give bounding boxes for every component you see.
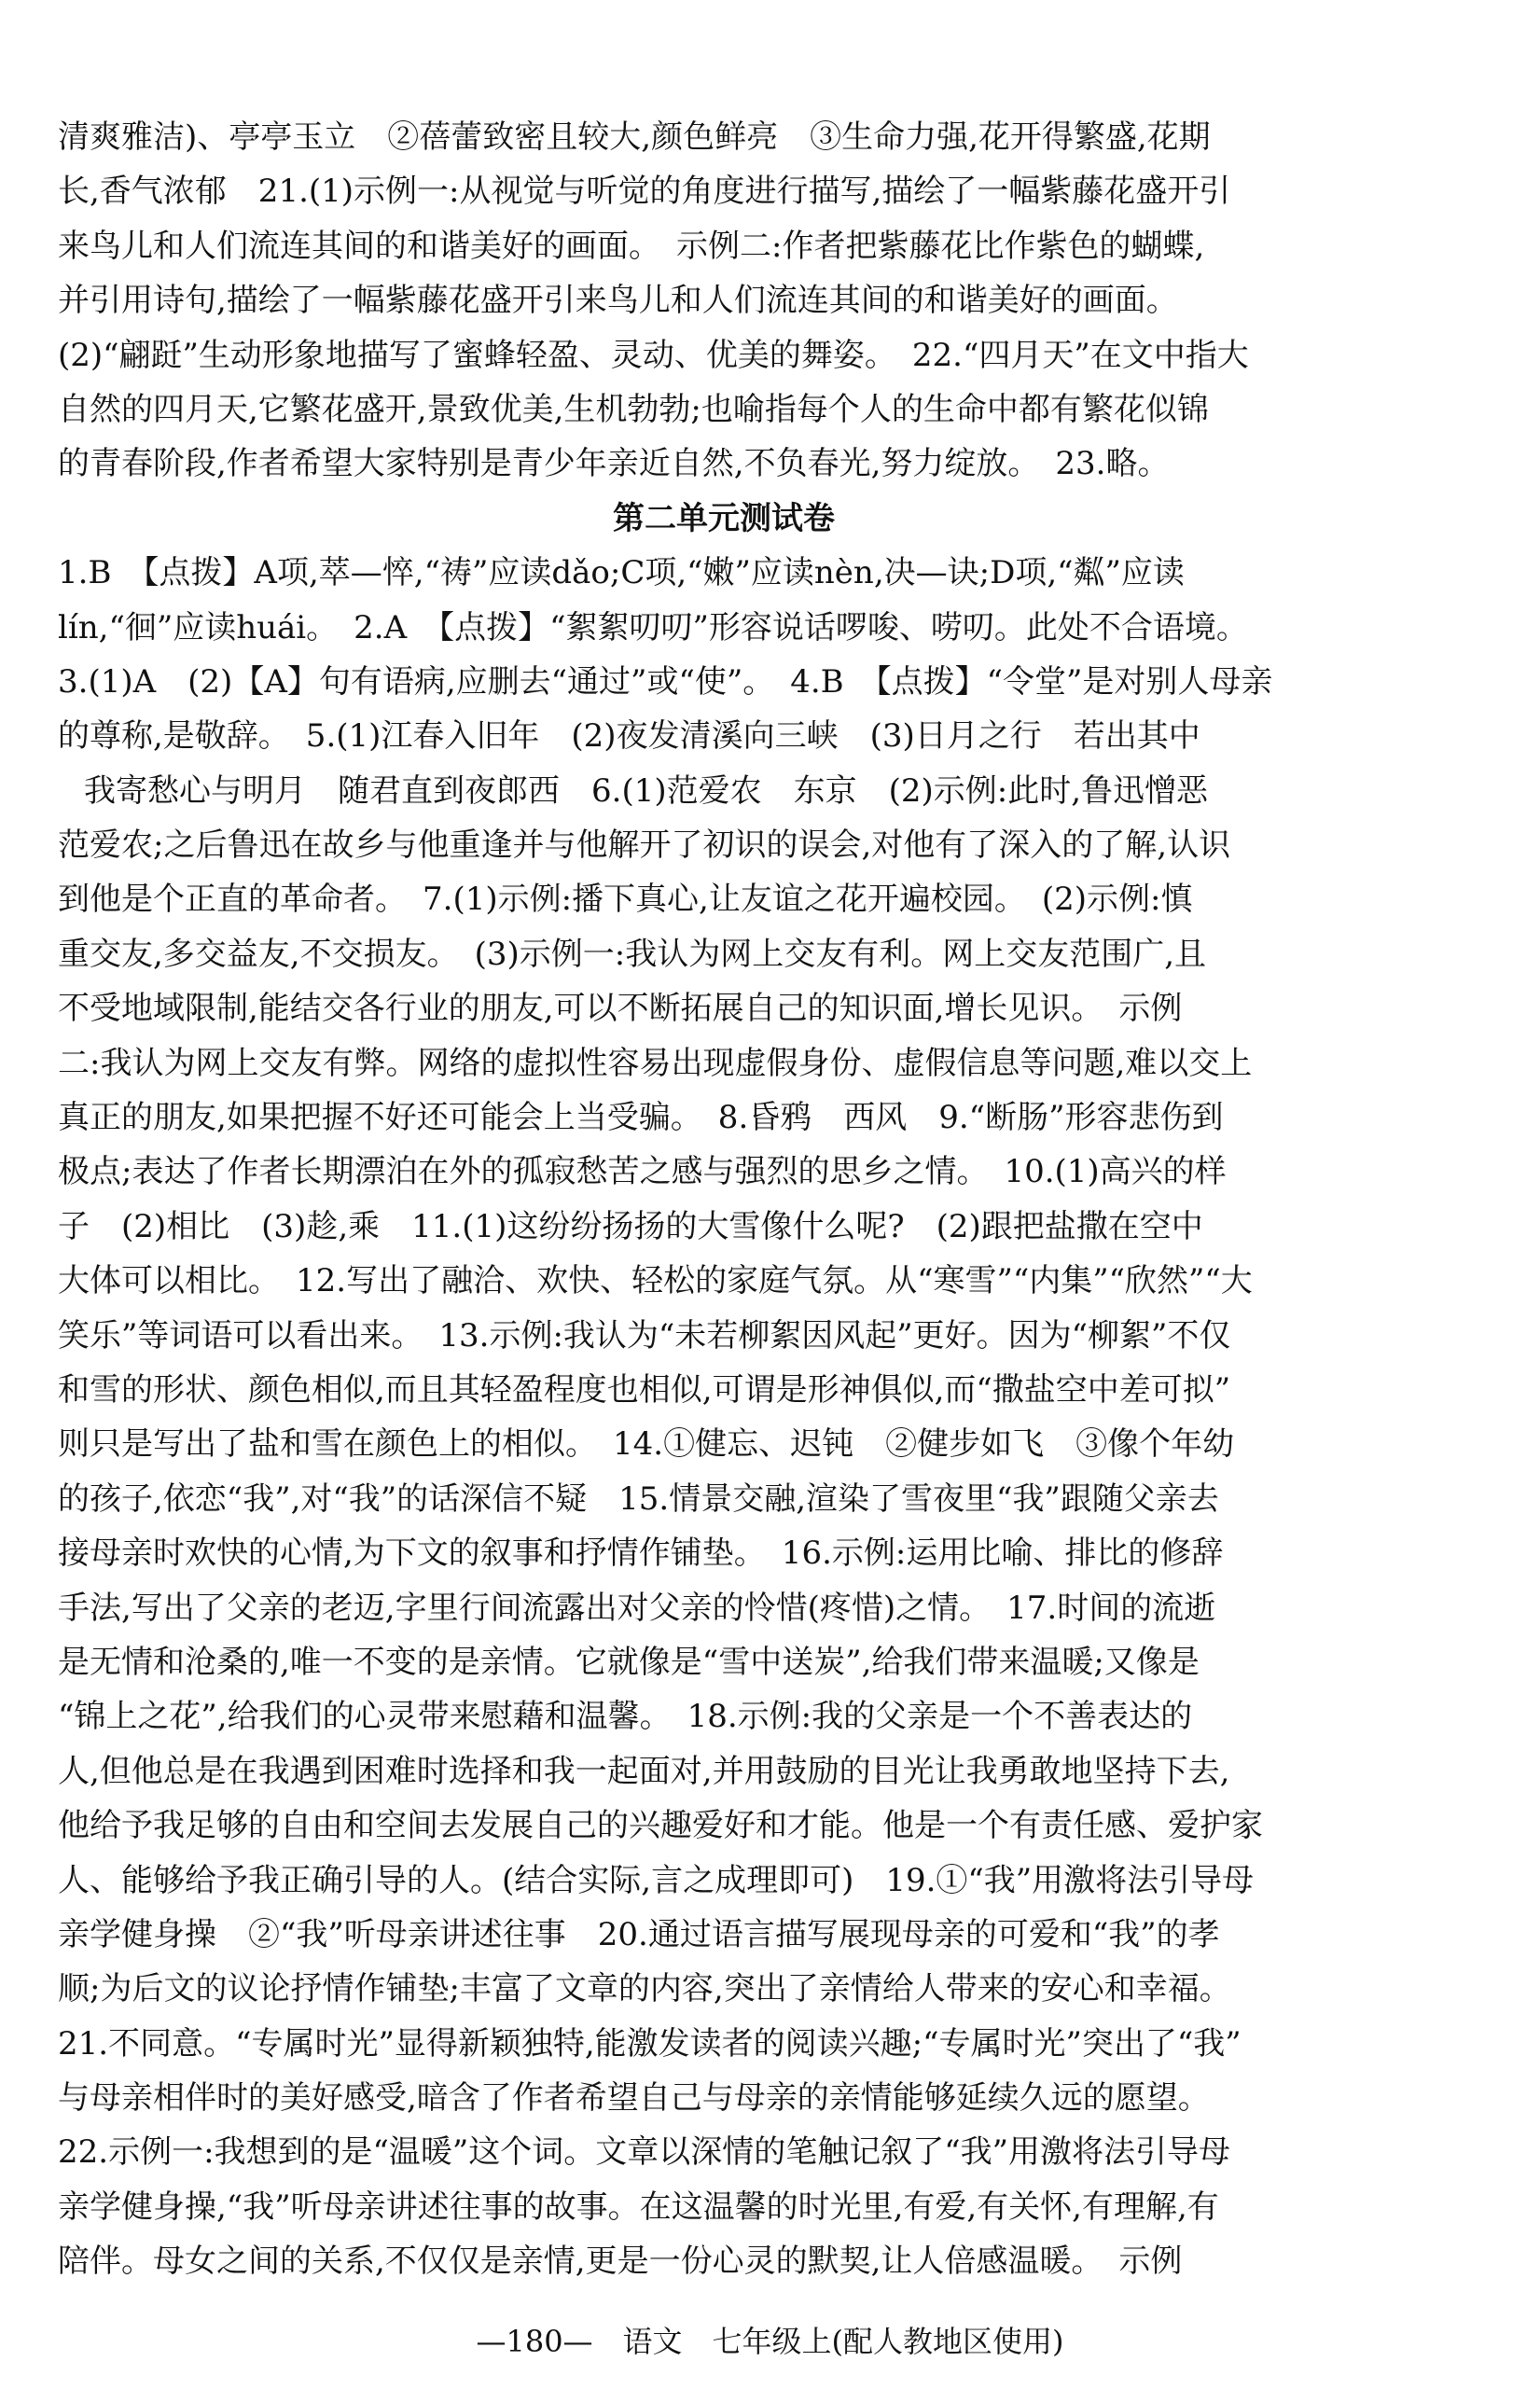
text-line: 范爱农;之后鲁迅在故乡与他重逢并与他解开了初识的误会,对他有了深入的了解,认识 [58,826,1231,865]
text-line: (2)“翩跹”生动形象地描写了蜜蜂轻盈、灵动、优美的舞姿。 22.“四月天”在文中指大 [58,336,1249,374]
text-line: 不受地域限制,能结交各行业的朋友,可以不断拓展自己的知识面,增长见识。 示例 [58,990,1183,1028]
text-line: 陪伴。母女之间的关系,不仅仅是亲情,更是一份心灵的默契,让人倍感温暖。 示例 [58,2243,1183,2281]
text-line: 手法,写出了父亲的老迈,字里行间流露出对父亲的怜惜(疼惜)之情。 17.时间的流逝 [58,1589,1216,1627]
text-line: 到他是个正直的革命者。 7.(1)示例:播下真心,让友谊之花开遍校园。 (2)示例:慎 [58,881,1193,919]
text-line: 二:我认为网上交友有弊。网络的虚拟性容易出现虚假身份、虚假信息等问题,难以交上 [58,1044,1253,1082]
text-line: 长,香气浓郁 21.(1)示例一:从视觉与听觉的角度进行描写,描绘了一幅紫藤花盛开引 [58,173,1231,211]
text-line: 亲学健身操 ②“我”听母亲讲述往事 20.通过语言描写展现母亲的可爱和“我”的孝 [58,1915,1220,1953]
text-line: 3.(1)A (2)【A】句有语病,应删去“通过”或“使”。 4.B 【点拨】“令堂”是对别人母亲 [58,662,1273,701]
text-line: 重交友,多交益友,不交损友。 (3)示例一:我认为网上交友有利。网上交友范围广,且 [58,935,1207,973]
text-line: 真正的朋友,如果把握不好还可能会上当受骗。 8.昏鸦 西风 9.“断肠”形容悲伤到 [58,1099,1224,1137]
text-line: 的孩子,依恋“我”,对“我”的话深信不疑 15.情景交融,渲染了雪夜里“我”跟随父亲去 [58,1479,1219,1518]
section-heading: 第二单元测试卷 [613,499,835,537]
text-line: 和雪的形状、颜色相似,而且其轻盈程度也相似,可谓是形神俱似,而“撒盐空中差可拟” [58,1370,1231,1409]
text-line: 顺;为后文的议论抒情作铺垫;丰富了文章的内容,突出了亲情给人带来的安心和幸福。 [58,1970,1231,2008]
text-line: 子 (2)相比 (3)趁,乘 11.(1)这纷纷扬扬的大雪像什么呢? (2)跟把盐撒在空中 [58,1207,1203,1245]
text-line: 极点;表达了作者长期漂泊在外的孤寂愁苦之感与强烈的思乡之情。 10.(1)高兴的样 [58,1153,1227,1191]
text-line: 人,但他总是在我遇到困难时选择和我一起面对,并用鼓励的目光让我勇敢地坚持下去, [58,1752,1230,1790]
text-line: 并引用诗句,描绘了一幅紫藤花盛开引来鸟儿和人们流连其间的和谐美好的画面。 [58,282,1178,320]
text-line: 的青春阶段,作者希望大家特别是青少年亲近自然,不负春光,努力绽放。 23.略。 [58,445,1170,483]
text-line: 大体可以相比。 12.写出了融洽、欢快、轻松的家庭气氛。从“寒雪”“内集”“欣然”“大 [58,1262,1253,1300]
text-line: 我寄愁心与明月 随君直到夜郎西 6.(1)范爱农 东京 (2)示例:此时,鲁迅憎恶 [84,771,1209,810]
text-line: 22.示例一:我想到的是“温暖”这个词。文章以深情的笔触记叙了“我”用激将法引导母 [58,2133,1231,2172]
text-line: 则只是写出了盐和雪在颜色上的相似。 14.①健忘、迟钝 ②健步如飞 ③像个年幼 [58,1425,1235,1464]
text-line: 1.B 【点拨】A项,萃—悴,“祷”应读dǎo;C项,“嫩”应读nèn,决—诀;D项,“粼”应读 [58,554,1185,592]
text-line: 来鸟儿和人们流连其间的和谐美好的画面。 示例二:作者把紫藤花比作紫色的蝴蝶, [58,227,1205,265]
text-line: 清爽雅洁)、亭亭玉立 ②蓓蕾致密且较大,颜色鲜亮 ③生命力强,花开得繁盛,花期 [58,118,1211,156]
page-footer: —180— 语文 七年级上(配人教地区使用) [476,2324,1064,2359]
text-line: lín,“徊”应读huái。 2.A 【点拨】“絮絮叨叨”形容说话啰唆、唠叨。此处不合语境。 [58,608,1248,646]
answer-text-block [58,110,1390,2289]
text-line: 与母亲相伴时的美好感受,暗含了作者希望自己与母亲的亲情能够延续久远的愿望。 [58,2079,1210,2118]
text-line: 是无情和沧桑的,唯一不变的是亲情。它就像是“雪中送炭”,给我们带来温暖;又像是 [58,1643,1200,1681]
text-line: 笑乐”等词语可以看出来。 13.示例:我认为“未若柳絮因风起”更好。因为“柳絮”不仅 [58,1316,1231,1354]
text-line: 亲学健身操,“我”听母亲讲述往事的故事。在这温馨的时光里,有爱,有关怀,有理解,有 [58,2188,1219,2226]
text-line: 他给予我足够的自由和空间去发展自己的兴趣爱好和才能。他是一个有责任感、爱护家 [58,1807,1263,1845]
text-line: 自然的四月天,它繁花盛开,景致优美,生机勃勃;也喻指每个人的生命中都有繁花似锦 [58,390,1209,428]
text-line: 人、能够给予我正确引导的人。(结合实际,言之成理即可) 19.①“我”用激将法引导母 [58,1861,1255,1899]
text-line: 21.不同意。“专属时光”显得新颖独特,能激发读者的阅读兴趣;“专属时光”突出了“我” [58,2024,1242,2063]
text-line: 接母亲时欢快的心情,为下文的叙事和抒情作铺垫。 16.示例:运用比喻、排比的修辞 [58,1535,1224,1573]
text-line: “锦上之花”,给我们的心灵带来慰藉和温馨。 18.示例:我的父亲是一个不善表达的 [58,1698,1193,1736]
text-line: 的尊称,是敬辞。 5.(1)江春入旧年 (2)夜发清溪向三峡 (3)日月之行 若出其中 [58,717,1200,756]
